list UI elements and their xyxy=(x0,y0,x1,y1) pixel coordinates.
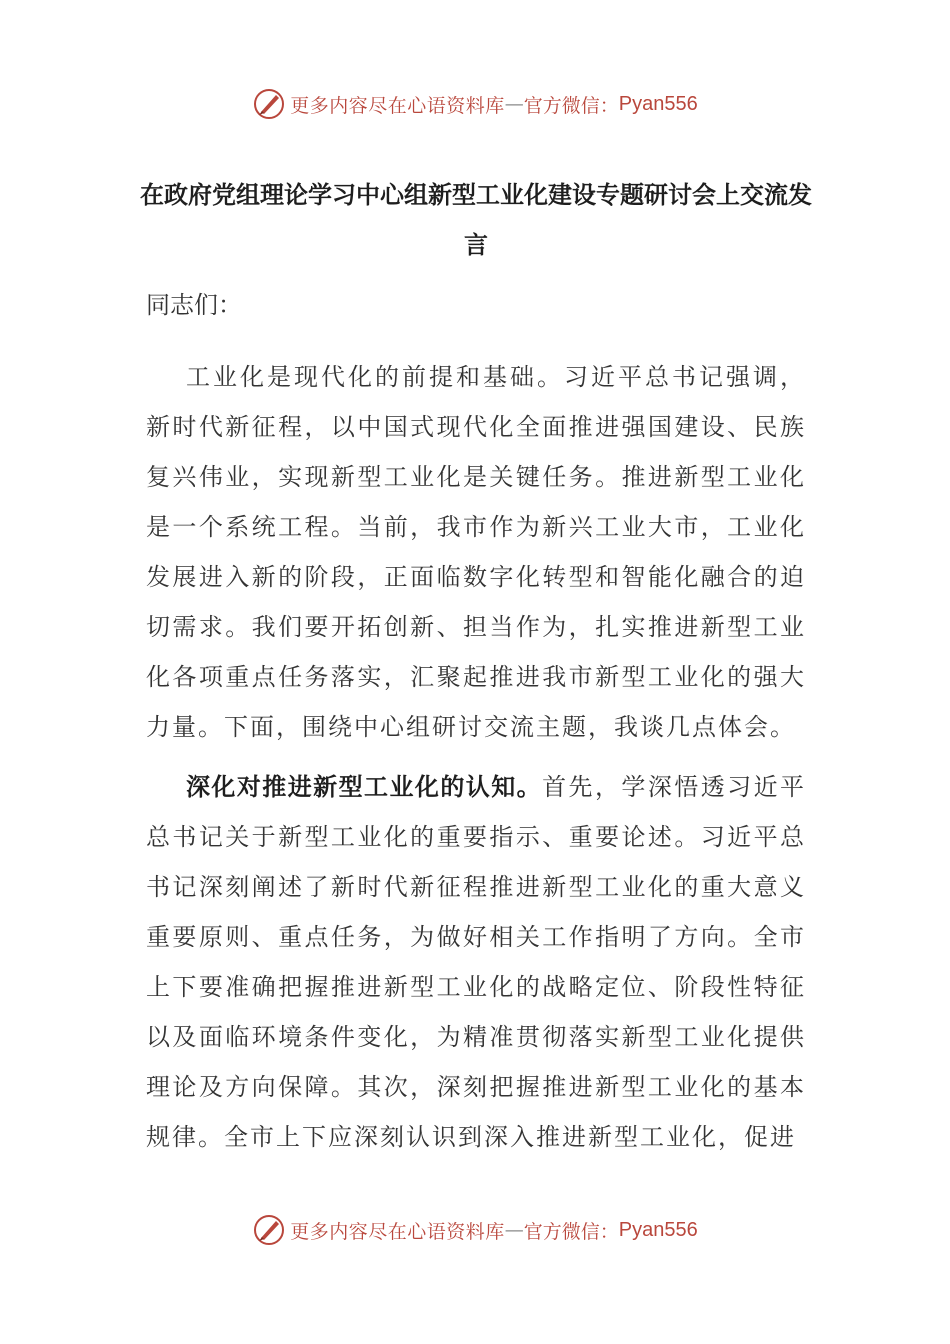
banner-text: 更多内容尽在心语资料库 xyxy=(290,94,505,117)
header-watermark-banner xyxy=(0,84,950,124)
document-title: 在政府党组理论学习中心组新型工业化建设专题研讨会上交流发言 xyxy=(140,181,812,259)
paragraph-lead-heading: 深化对推进新型工业化的认知。 xyxy=(186,773,543,801)
banner-wechat-label: 官方微信： xyxy=(523,1220,619,1243)
banner-wechat-id: Pyan556 xyxy=(618,1218,698,1241)
banner-text: 更多内容尽在心语资料库 xyxy=(290,1220,505,1243)
quill-pen-logo-icon xyxy=(252,87,286,121)
paragraph-intro: 工业化是现代化的前提和基础。习近平总书记强调，新时代新征程，以中国式现代化全面推进强国建设、民族复兴伟业，实现新型工业化是关键任务。推进新型工业化是一个系统工程。当前，我市作为新兴工业大市，工业化发展进入新的阶段，正面临数字化转型和智能化融合的迫切需求。我们要开拓创新、担当作为，扎实推进新型工业化各项重点任务落实，汇聚起推进我市新型工业化的强大力量。下面，围绕中心组研讨交流主题，我谈几点体会。 xyxy=(146,363,806,741)
footer-watermark-banner xyxy=(0,1210,950,1250)
quill-pen-logo-icon xyxy=(252,1213,286,1247)
document-body xyxy=(140,170,812,1162)
paragraph-cognition xyxy=(146,762,806,1162)
banner-dash: — xyxy=(504,1219,524,1241)
banner-wechat-id: Pyan556 xyxy=(618,92,698,115)
banner-dash: — xyxy=(504,93,524,115)
banner-wechat-label: 官方微信： xyxy=(523,94,619,117)
salutation: 同志们： xyxy=(146,291,242,319)
paragraph-body-text: 首先，学深悟透习近平总书记关于新型工业化的重要指示、重要论述。习近平总书记深刻阐述了新时代新征程推进新型工业化的重大意义重要原则、重点任务，为做好相关工作指明了方向。全市上下要准确把握推进新型工业化的战略定位、阶段性特征以及面临环境条件变化，为精准贯彻落实新型工业化提供理论及方向保障。其次，深刻把握推进新型工业化的基本规律。全市上下应深刻认识到深入推进新型工业化，促进 xyxy=(146,773,807,1151)
